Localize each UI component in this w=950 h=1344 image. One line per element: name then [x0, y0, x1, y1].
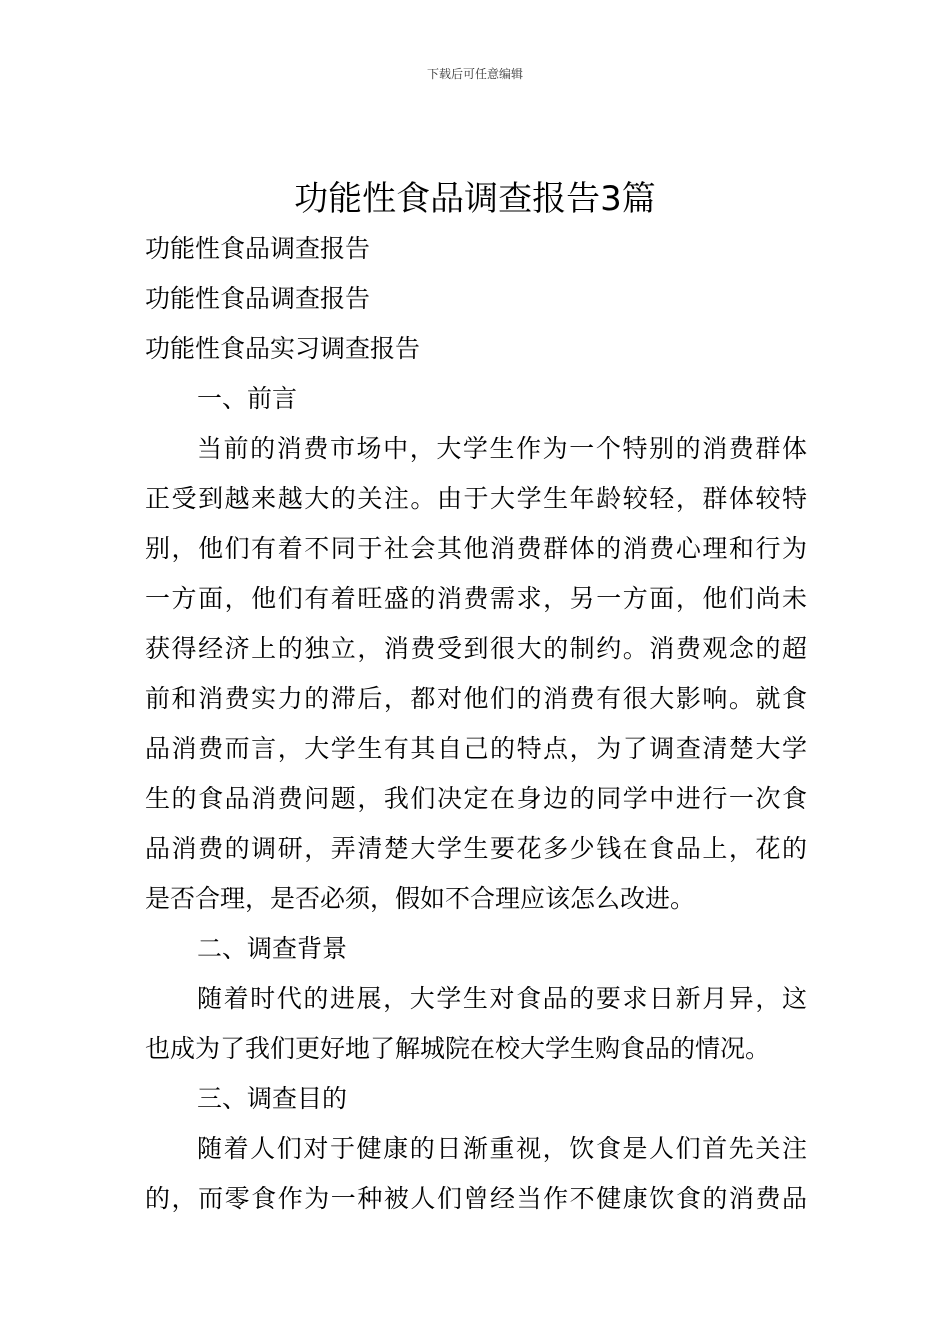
paragraph-line: 品消费而言，大学生有其自己的特点，为了调查清楚大学: [145, 734, 807, 763]
page-header-note: 下载后可任意编辑: [426, 67, 523, 81]
subtitle-line-2: 功能性食品调查报告: [145, 284, 371, 313]
paragraph-line: 是否合理，是否必须，假如不合理应该怎么改进。: [145, 884, 696, 913]
paragraph-line: 也成为了我们更好地了解城院在校大学生购食品的情况。: [145, 1034, 771, 1063]
paragraph-line: 别，他们有着不同于社会其他消费群体的消费心理和行为: [145, 534, 807, 563]
paragraph-line: 当前的消费市场中，大学生作为一个特别的消费群体: [197, 434, 807, 463]
paragraph-line: 获得经济上的独立，消费受到很大的制约。消费观念的超: [145, 634, 807, 663]
paragraph-line: 随着人们对于健康的日渐重视，饮食是人们首先关注: [197, 1134, 807, 1163]
paragraph-line: 生的食品消费问题，我们决定在身边的同学中进行一次食: [145, 784, 807, 813]
paragraph-line: 前和消费实力的滞后，都对他们的消费有很大影响。就食: [145, 684, 807, 713]
section-heading-background: 二、调查背景: [197, 934, 348, 963]
section-heading-preface: 一、前言: [197, 384, 298, 413]
paragraph-line: 的，而零食作为一种被人们曾经当作不健康饮食的消费品: [145, 1184, 807, 1213]
document-body: [145, 224, 807, 1224]
paragraph-line: 一方面，他们有着旺盛的消费需求，另一方面，他们尚未: [145, 584, 807, 613]
section-heading-purpose: 三、调查目的: [197, 1084, 348, 1113]
subtitle-line-3: 功能性食品实习调查报告: [145, 334, 421, 363]
paragraph-line: 正受到越来越大的关注。由于大学生年龄较轻，群体较特: [145, 484, 807, 513]
document-title: 功能性食品调查报告3篇: [294, 179, 656, 219]
paragraph-line: 随着时代的进展，大学生对食品的要求日新月异，这: [197, 984, 807, 1013]
subtitle-line-1: 功能性食品调查报告: [145, 234, 371, 263]
paragraph-line: 品消费的调研，弄清楚大学生要花多少钱在食品上，花的: [145, 834, 807, 863]
